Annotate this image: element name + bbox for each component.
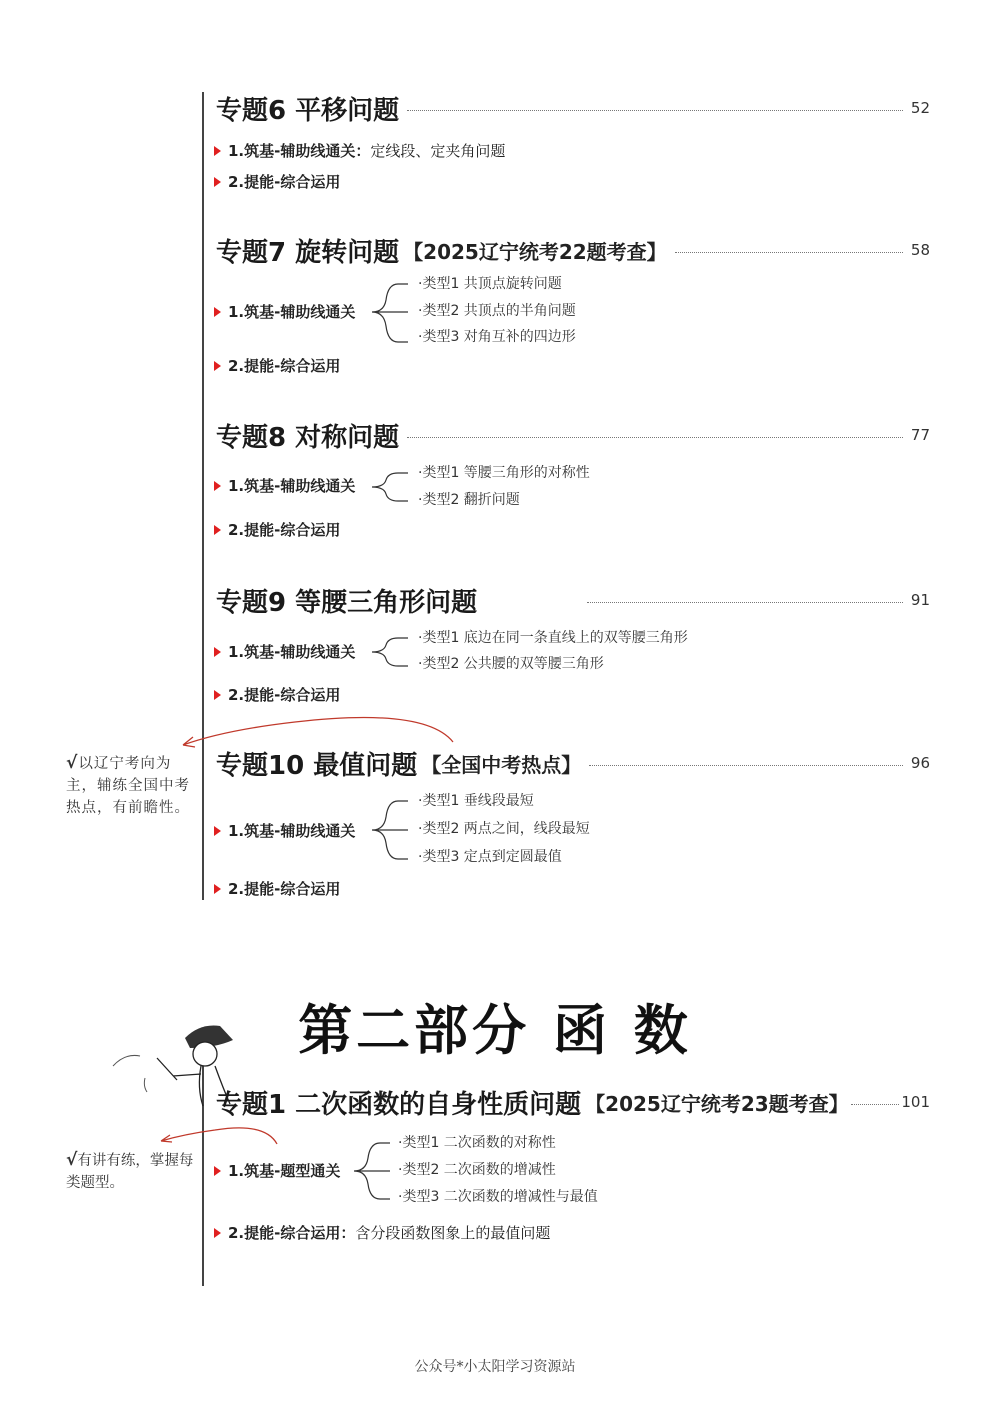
type-item[interactable]: ·类型1 底边在同一条直线上的双等腰三角形 bbox=[418, 630, 688, 646]
brace-icon bbox=[368, 282, 413, 344]
topic-title: 专题9 等腰三角形问题 bbox=[216, 587, 478, 618]
triangle-bullet-icon bbox=[214, 690, 221, 700]
dot-leader bbox=[407, 437, 903, 438]
topic-6-item-2[interactable] bbox=[214, 172, 340, 192]
type-item[interactable]: ·类型3 定点到定圆最值 bbox=[418, 849, 562, 865]
brace-icon bbox=[368, 636, 413, 668]
check-icon: √ bbox=[66, 1150, 78, 1170]
type-item[interactable]: ·类型1 共顶点旋转问题 bbox=[418, 276, 562, 292]
triangle-bullet-icon bbox=[214, 647, 221, 657]
topic-6-heading[interactable] bbox=[216, 91, 930, 125]
dot-leader bbox=[851, 1104, 900, 1105]
topic-9-item-2[interactable] bbox=[214, 685, 340, 705]
note-text: 以辽宁考向为主，辅练全国中考热点，有前瞻性。 bbox=[66, 756, 190, 816]
topic-title: 专题8 对称问题 bbox=[216, 422, 400, 453]
type-item[interactable]: ·类型3 对角互补的四边形 bbox=[418, 329, 576, 345]
page-number: 91 bbox=[910, 591, 930, 609]
topic-7-heading[interactable] bbox=[216, 233, 930, 267]
item-label: 2.提能-综合运用： bbox=[228, 1224, 356, 1242]
item-label: 1.筑基-辅助线通关 bbox=[228, 643, 356, 661]
topic-title: 专题10 最值问题 bbox=[216, 750, 418, 781]
topic-8-heading[interactable] bbox=[216, 418, 930, 452]
page-number: 101 bbox=[901, 1093, 930, 1111]
topic-6-item-1[interactable] bbox=[214, 141, 505, 161]
item-label: 2.提能-综合运用 bbox=[228, 521, 341, 539]
type-item[interactable]: ·类型2 共顶点的半角问题 bbox=[418, 303, 576, 319]
page-number: 58 bbox=[910, 241, 930, 259]
topic-tag: 【全国中考热点】 bbox=[421, 752, 582, 777]
side-note-2 bbox=[66, 1149, 198, 1194]
type-item[interactable]: ·类型2 二次函数的增减性 bbox=[398, 1162, 556, 1178]
item-suffix: 定线段、定夹角问题 bbox=[370, 142, 506, 160]
page-number: 77 bbox=[910, 426, 930, 444]
triangle-bullet-icon bbox=[214, 177, 221, 187]
type-item[interactable]: ·类型2 翻折问题 bbox=[418, 492, 520, 508]
topic-title: 专题7 旋转问题 bbox=[216, 237, 400, 268]
side-note-1 bbox=[66, 752, 198, 819]
triangle-bullet-icon bbox=[214, 826, 221, 836]
topic-tag: 【2025辽宁统考22题考查】 bbox=[403, 239, 667, 264]
brace-icon bbox=[368, 799, 413, 861]
triangle-bullet-icon bbox=[214, 361, 221, 371]
part2-topic-1-item-2[interactable] bbox=[214, 1223, 550, 1243]
item-label: 2.提能-综合运用 bbox=[228, 357, 341, 375]
item-label: 1.筑基-辅助线通关 bbox=[228, 477, 356, 495]
annotation-arrow-icon bbox=[155, 1124, 280, 1149]
item-label: 2.提能-综合运用 bbox=[228, 686, 341, 704]
page-number: 52 bbox=[910, 99, 930, 117]
topic-10-heading[interactable] bbox=[216, 746, 930, 780]
part-heading: 第二部分 函 数 bbox=[298, 999, 692, 1062]
part2-topic-1-heading[interactable] bbox=[216, 1085, 930, 1119]
triangle-bullet-icon bbox=[214, 481, 221, 491]
type-item[interactable]: ·类型2 公共腰的双等腰三角形 bbox=[418, 656, 604, 672]
triangle-bullet-icon bbox=[214, 1166, 221, 1176]
topic-7-item-1[interactable] bbox=[214, 302, 355, 322]
type-item[interactable]: ·类型2 两点之间，线段最短 bbox=[418, 821, 590, 837]
triangle-bullet-icon bbox=[214, 525, 221, 535]
dot-leader bbox=[589, 765, 903, 766]
type-item[interactable]: ·类型1 等腰三角形的对称性 bbox=[418, 465, 590, 481]
dot-leader bbox=[587, 602, 903, 603]
item-label: 1.筑基-辅助线通关 bbox=[228, 303, 356, 321]
note-text: 有讲有练，掌握每类题型。 bbox=[66, 1153, 194, 1191]
type-item[interactable]: ·类型1 二次函数的对称性 bbox=[398, 1135, 556, 1151]
brace-icon bbox=[368, 471, 413, 503]
item-label: 1.筑基-辅助线通关： bbox=[228, 142, 371, 160]
type-item[interactable]: ·类型3 二次函数的增减性与最值 bbox=[398, 1189, 598, 1205]
topic-tag: 【2025辽宁统考23题考查】 bbox=[585, 1091, 849, 1116]
triangle-bullet-icon bbox=[214, 884, 221, 894]
footer-watermark: 公众号*小太阳学习资源站 bbox=[414, 1359, 576, 1375]
topic-9-item-1[interactable] bbox=[214, 642, 355, 662]
dot-leader bbox=[407, 110, 903, 111]
timeline-line bbox=[202, 92, 204, 900]
topic-10-item-2[interactable] bbox=[214, 879, 340, 899]
triangle-bullet-icon bbox=[214, 1228, 221, 1238]
topic-9-heading[interactable] bbox=[216, 583, 930, 617]
dot-leader bbox=[675, 252, 903, 253]
topic-10-item-1[interactable] bbox=[214, 821, 355, 841]
topic-8-item-2[interactable] bbox=[214, 520, 340, 540]
topic-8-item-1[interactable] bbox=[214, 476, 355, 496]
item-label: 2.提能-综合运用 bbox=[228, 880, 341, 898]
item-label: 1.筑基-题型通关 bbox=[228, 1162, 341, 1180]
triangle-bullet-icon bbox=[214, 307, 221, 317]
page-number: 96 bbox=[910, 754, 930, 772]
brace-icon bbox=[350, 1141, 395, 1201]
topic-title: 专题1 二次函数的自身性质问题 bbox=[216, 1089, 582, 1120]
triangle-bullet-icon bbox=[214, 146, 221, 156]
topic-7-item-2[interactable] bbox=[214, 356, 340, 376]
item-label: 2.提能-综合运用 bbox=[228, 173, 341, 191]
topic-title: 专题6 平移问题 bbox=[216, 95, 400, 126]
check-icon: √ bbox=[66, 753, 79, 773]
type-item[interactable]: ·类型1 垂线段最短 bbox=[418, 793, 534, 809]
item-label: 1.筑基-辅助线通关 bbox=[228, 822, 356, 840]
part2-topic-1-item-1[interactable] bbox=[214, 1161, 340, 1181]
item-suffix: 含分段函数图象上的最值问题 bbox=[355, 1224, 551, 1242]
